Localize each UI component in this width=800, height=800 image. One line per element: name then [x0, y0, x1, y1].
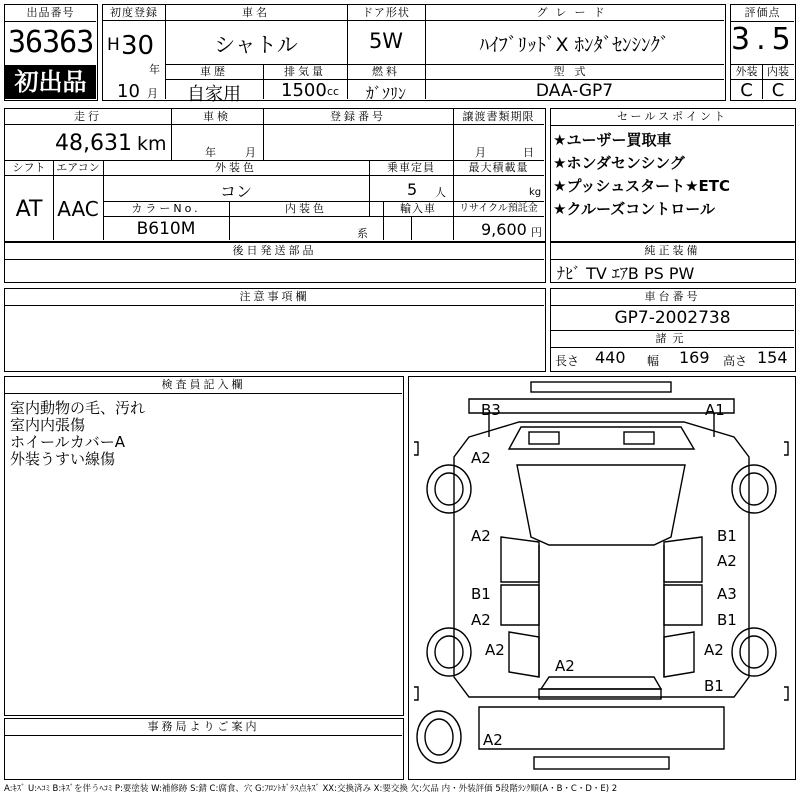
- damage-mark: A2: [704, 641, 724, 659]
- damage-mark: A2: [485, 641, 505, 659]
- ext-score-label: 外装: [735, 65, 758, 78]
- reg-era: H: [107, 35, 120, 55]
- equipment-label: 純正装備: [551, 243, 794, 260]
- import-label: 輸入車: [400, 202, 436, 215]
- displacement-unit: cc: [327, 85, 340, 98]
- damage-mark: A2: [471, 527, 491, 545]
- later-parts-label: 後日発送部品: [5, 243, 544, 260]
- mileage-value: 48,631: [55, 131, 132, 156]
- history-value: 自家用: [187, 84, 241, 105]
- model-label: 型式: [553, 65, 596, 78]
- car-label: 車名: [242, 6, 270, 19]
- history-label: 車歴: [200, 65, 228, 78]
- int-score-label: 内装: [767, 65, 789, 78]
- selling-points-box: [550, 108, 796, 242]
- fuel-value: ｶﾞｿﾘﾝ: [365, 84, 406, 103]
- inspector-line: 外装うすい線傷: [10, 450, 116, 468]
- inspection-label: 車検: [203, 110, 231, 123]
- ext-color-label: 外装色: [215, 161, 257, 174]
- damage-mark: B1: [717, 527, 737, 545]
- damage-mark: A2: [717, 552, 737, 570]
- car-diagram: [408, 376, 796, 780]
- lot-number: 36363: [8, 25, 94, 60]
- recycle-unit: 円: [531, 226, 542, 239]
- selling-point: ★クルーズコントロール: [553, 200, 715, 218]
- inspector-line: 室内内張傷: [10, 416, 86, 434]
- int-color-label: 内装色: [285, 202, 327, 215]
- lot-box: [4, 4, 98, 101]
- notes-box: [4, 288, 546, 372]
- width-label: 幅: [647, 354, 660, 368]
- car-name: シャトル: [214, 33, 298, 57]
- door-value: 5W: [368, 29, 404, 53]
- damage-mark: A1: [705, 401, 725, 419]
- selling-label: セールスポイント: [551, 109, 794, 126]
- width-value: 169: [679, 348, 710, 367]
- displacement-label: 排気量: [284, 65, 326, 78]
- height-value: 154: [757, 348, 788, 367]
- office-label: 事務局よりご案内: [5, 719, 402, 736]
- reg-year: 30: [121, 31, 155, 61]
- equipment-value: ﾅﾋﾞ TV ｴｱB PS PW: [557, 264, 695, 283]
- door-label: ドア形状: [362, 6, 410, 19]
- capacity-label: 乗車定員: [387, 161, 435, 174]
- equipment-box: [550, 242, 796, 283]
- damage-mark: B1: [471, 585, 491, 603]
- score-box: [730, 4, 796, 101]
- inspector-line: 室内動物の毛、汚れ: [10, 399, 146, 417]
- load-label: 最大積載量: [468, 161, 529, 174]
- selling-point: ★プッシュスタート★ETC: [553, 177, 731, 195]
- displacement-value: 1500: [281, 80, 327, 101]
- chassis-box: [550, 288, 796, 372]
- capacity-unit: 人: [435, 186, 446, 199]
- inspector-box: [4, 376, 404, 716]
- load-unit: kg: [529, 187, 542, 198]
- inspection-year-unit: 年: [205, 146, 216, 159]
- damage-mark: A3: [717, 585, 737, 603]
- ext-color-value: コン: [219, 182, 252, 201]
- ext-score: C: [740, 80, 753, 101]
- aircon-value: AAC: [57, 197, 99, 221]
- notes-label: 注意事項欄: [5, 289, 544, 306]
- model-value: DAA-GP7: [535, 81, 614, 101]
- damage-mark: A2: [555, 657, 575, 675]
- damage-mark: B1: [704, 677, 724, 695]
- color-no-value: B610M: [136, 219, 196, 239]
- inspector-line: ホイールカバーA: [10, 433, 125, 451]
- chassis-value: GP7-2002738: [614, 308, 731, 328]
- length-label: 長さ: [555, 354, 580, 368]
- damage-mark: A2: [471, 449, 491, 467]
- damage-mark: A2: [483, 731, 503, 749]
- fuel-label: 燃料: [372, 65, 400, 78]
- mileage-unit: km: [137, 133, 167, 155]
- reg-label: 初度登録: [110, 6, 158, 19]
- int-color-unit: 系: [357, 227, 368, 240]
- legend-text: A:ｷｽﾞ U:ﾍｺﾐ B:ｷｽﾞを伴うﾍｺﾐ P:要塗装 W:補修跡 S:錆 C:腐食、穴 G:ﾌﾛﾝﾄｶﾞﾗｽ点ｷｽﾞ XX:交換済み X:要交換 欠:欠品 内・外装評価 5段階ﾗﾝｸ順(A・B・C・D・E) 2: [4, 784, 618, 794]
- office-box: [4, 718, 404, 780]
- selling-point: ★ユーザー買取車: [553, 131, 672, 149]
- int-score: C: [771, 80, 785, 101]
- first-listing-badge: 初出品: [5, 65, 96, 99]
- score-label: 評価点: [731, 5, 794, 22]
- aircon-label: エアコン: [56, 161, 100, 174]
- header-table: [102, 4, 726, 105]
- reg-year-unit: 年: [149, 63, 160, 76]
- color-no-label: カラーNo.: [131, 202, 201, 215]
- damage-mark: B1: [717, 611, 737, 629]
- reg-month-unit: 月: [147, 87, 158, 100]
- lot-label: 出品番号: [5, 5, 96, 22]
- selling-point: ★ホンダセンシング: [553, 154, 685, 172]
- length-value: 440: [595, 348, 626, 367]
- grade-value: ﾊｲﾌﾞﾘｯﾄﾞX ﾎﾝﾀﾞｾﾝｼﾝｸﾞ: [479, 34, 670, 56]
- mileage-label: 走行: [74, 110, 102, 123]
- transfer-label: 譲渡書類期限: [462, 110, 535, 123]
- vehicle-info-table: [4, 108, 546, 242]
- transfer-day-unit: 日: [523, 146, 534, 159]
- inspector-label: 検査員記入欄: [5, 377, 402, 394]
- capacity-value: 5: [407, 180, 418, 199]
- car-outline-drawing: [409, 377, 794, 778]
- reg-month: 10: [117, 81, 140, 102]
- later-parts-box: [4, 242, 546, 283]
- recycle-label: リサイクル預託金: [459, 203, 538, 214]
- regno-label: 登録番号: [330, 110, 386, 123]
- shift-value: AT: [15, 197, 43, 222]
- inspection-month-unit: 月: [245, 146, 256, 159]
- height-label: 高さ: [723, 354, 748, 368]
- transfer-month-unit: 月: [475, 146, 486, 159]
- damage-mark: A2: [471, 611, 491, 629]
- score-value: 3.5: [731, 22, 797, 57]
- specs-label: 諸元: [551, 330, 794, 348]
- grade-label: グレード: [536, 6, 613, 19]
- chassis-label: 車台番号: [551, 289, 794, 306]
- damage-mark: B3: [481, 401, 501, 419]
- shift-label: シフト: [12, 161, 46, 174]
- recycle-value: 9,600: [481, 220, 527, 239]
